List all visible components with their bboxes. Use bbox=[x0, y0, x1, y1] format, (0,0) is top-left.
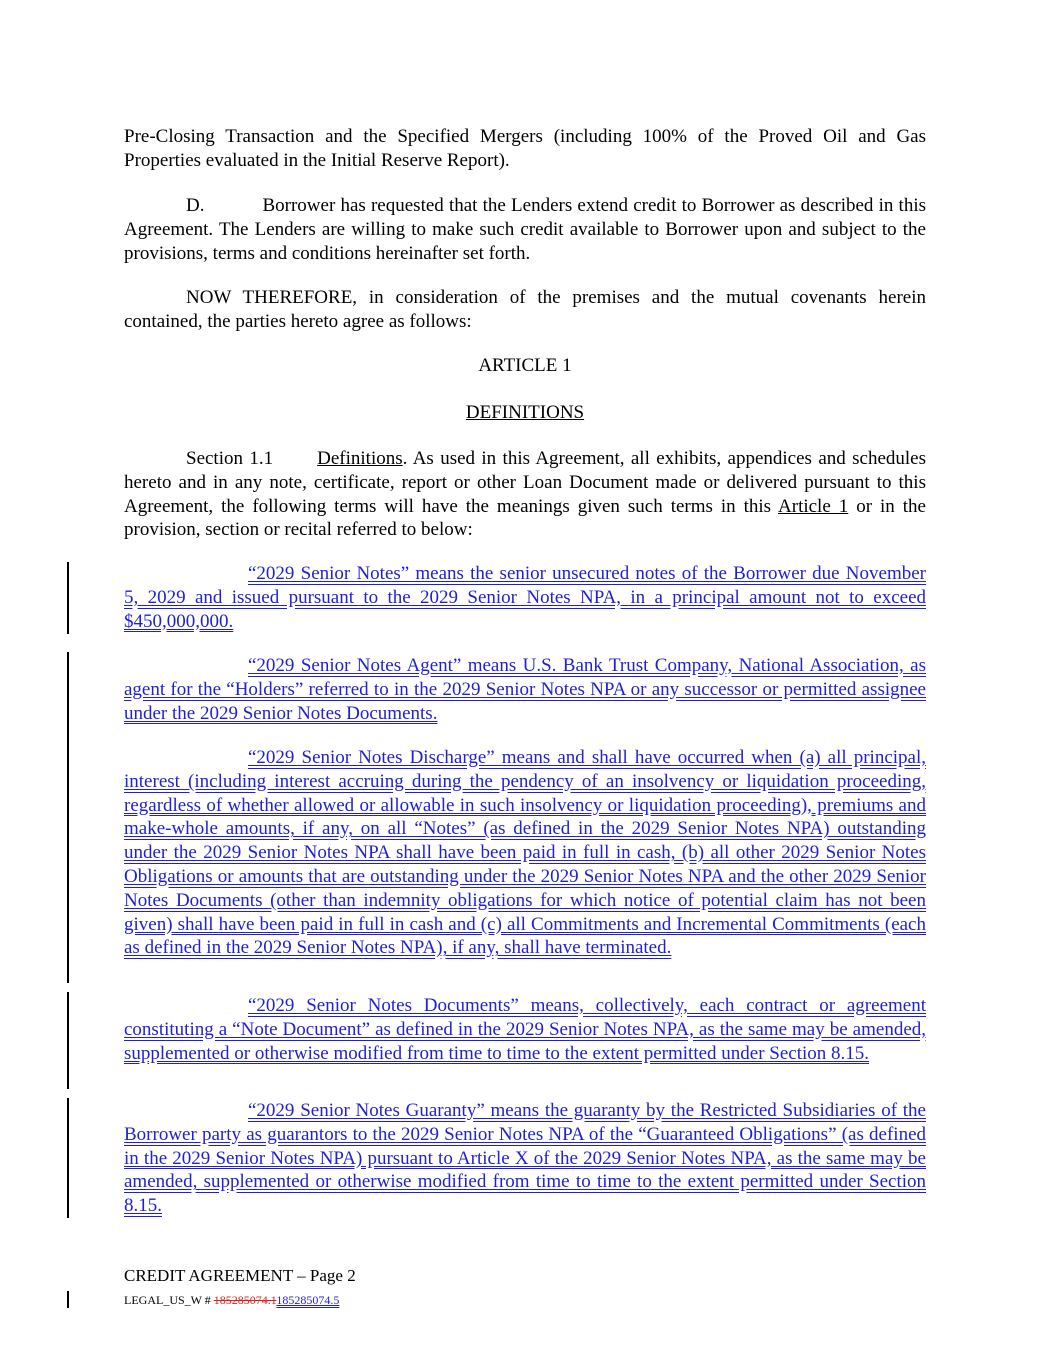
section-1-1-paragraph bbox=[124, 447, 926, 542]
deleted-doc-id: 185285074.1 bbox=[213, 1293, 277, 1307]
definition-2029-senior-notes bbox=[124, 562, 926, 633]
recital-d-text: Borrower has requested that the Lenders extend credit to Borrower as described in this Agreement. The Lenders are willing to make such credit available to Borrower upon and subject to the provisions, terms and conditions hereinafter set forth. bbox=[124, 195, 926, 264]
definition-2029-senior-notes-agent bbox=[124, 654, 926, 725]
now-therefore-text: NOW THEREFORE, in consideration of the premises and the mutual covenants herein contained, the parties hereto agree as follows: bbox=[124, 287, 926, 332]
inserted-text: “2029 Senior Notes Agent” means U.S. Bank Trust Company, National Association, as agent for the “Holders” referred to in the 2029 Senior Notes NPA or any successor or permitted assignee under the 2029 Senior Notes Documents. bbox=[124, 655, 926, 724]
inserted-doc-id: 185285074.5 bbox=[276, 1293, 340, 1307]
inserted-text: “2029 Senior Notes” means the senior unsecured notes of the Borrower due November 5, 2029 and issued pursuant to the 2029 Senior Notes NPA, in a principal amount not to exceed $450,000,000. bbox=[124, 563, 926, 632]
change-bar bbox=[67, 1291, 69, 1308]
article-title bbox=[124, 401, 926, 425]
section-text-a: . As used in this Agreement, all exhibits, appendices and schedules hereto and in any note, certificate, report or other Loan Document made or delivered pursuant to this Agreement, the following terms will have the meanings given such terms in this bbox=[124, 448, 926, 517]
inserted-text: “2029 Senior Notes Guaranty” means the guaranty by the Restricted Subsidiaries of the Borrower party as guarantors to the 2029 Senior Notes NPA of the “Guaranteed Obligations” (as defined in the 2029 Senior Notes NPA) pursuant to Article X of the 2029 Senior Notes NPA, as the same may be amended, supplemented or otherwise modified from time to time to the extent permitted under Section 8.15. bbox=[124, 1100, 926, 1217]
section-text-b: or in the provision, section or recital referred to below: bbox=[124, 495, 926, 541]
section-heading: Definitions bbox=[317, 448, 403, 469]
footer-page-label bbox=[124, 1266, 356, 1286]
change-bar bbox=[67, 992, 69, 1089]
definition-2029-senior-notes-discharge bbox=[124, 746, 926, 960]
definition-2029-senior-notes-documents bbox=[124, 994, 926, 1065]
now-therefore-paragraph bbox=[124, 286, 926, 334]
definition-2029-senior-notes-guaranty bbox=[124, 1099, 926, 1218]
change-bar bbox=[67, 716, 69, 983]
footer-doc-prefix: LEGAL_US_W # bbox=[124, 1293, 214, 1307]
article-heading-text: ARTICLE 1 bbox=[478, 355, 572, 376]
footer-document-id bbox=[124, 1293, 339, 1308]
change-bar bbox=[67, 562, 69, 634]
change-bar bbox=[67, 652, 69, 724]
inserted-text: “2029 Senior Notes Discharge” means and shall have occurred when (a) all principal, interest (including interest accruing during the pendency of an insolvency or liquidation proceeding, regardless of whether allowed or allowable in such insolvency or liquidation proceeding), premiums and make-whole amounts, if any, on all “Notes” (as defined in the 2029 Senior Notes NPA) outstanding under the 2029 Senior Notes NPA shall have been paid in full in cash, (b) all other 2029 Senior Notes Obligations or amounts that are outstanding under the 2029 Senior Notes NPA and the other 2029 Senior Notes Documents (other than indemnity obligations for which notice of potential claim has not been given) shall have been paid in full in cash and (c) all Commitments and Incremental Commitments (each as defined in the 2029 Senior Notes NPA), if any, shall have terminated. bbox=[124, 747, 926, 959]
intro-paragraph bbox=[124, 125, 926, 173]
footer-page-label-text: CREDIT AGREEMENT – Page 2 bbox=[124, 1266, 356, 1285]
inserted-text: “2029 Senior Notes Documents” means, collectively, each contract or agreement constituting a “Note Document” as defined in the 2029 Senior Notes NPA, as the same may be amended, supplemented or otherwise modified from time to time to the extent permitted under Section 8.15. bbox=[124, 995, 926, 1064]
intro-paragraph-text: Pre-Closing Transaction and the Specified Mergers (including 100% of the Proved Oil and Gas Properties evaluated in the Initial Reserve Report). bbox=[124, 126, 926, 171]
article-cross-reference[interactable]: Article 1 bbox=[778, 495, 849, 517]
article-heading bbox=[124, 354, 926, 378]
recital-d-paragraph bbox=[124, 194, 926, 265]
change-bar bbox=[67, 1098, 69, 1218]
section-number: Section 1.1 bbox=[186, 448, 274, 469]
recital-d-label: D. bbox=[186, 195, 205, 216]
article-title-text: DEFINITIONS bbox=[465, 402, 585, 423]
